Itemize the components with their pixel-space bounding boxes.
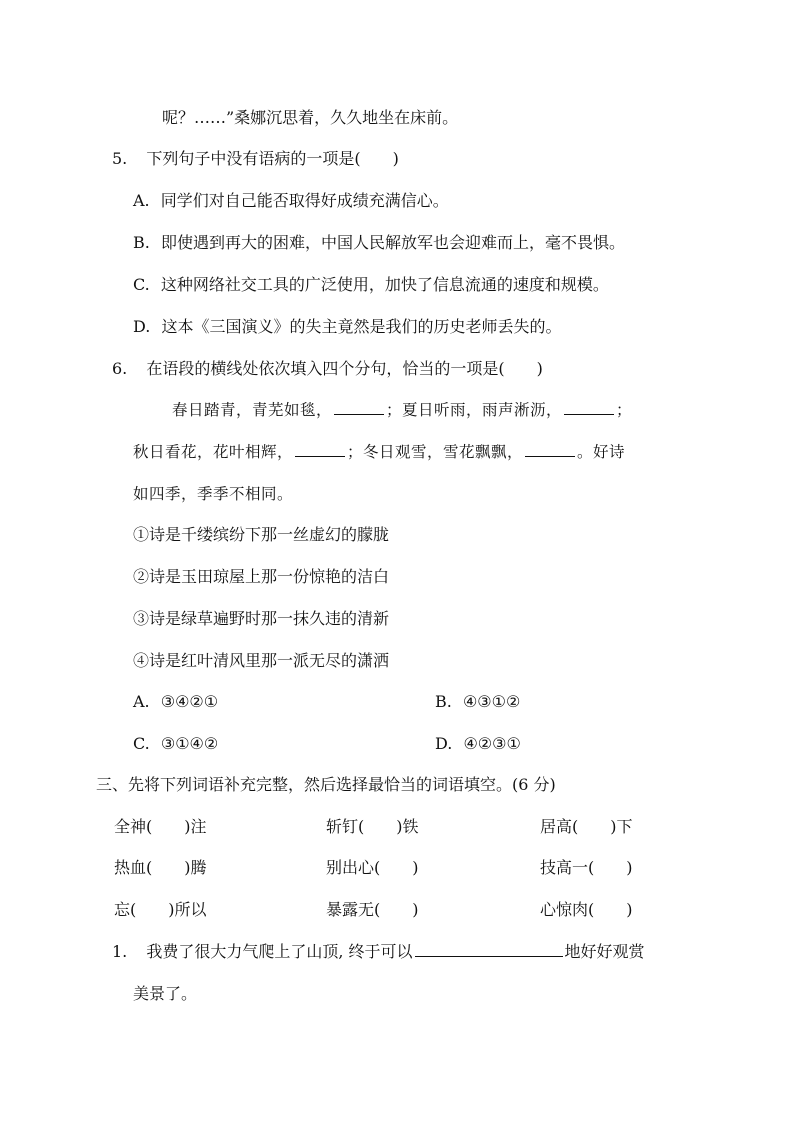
option-text: 这本《三国演义》的失主竟然是我们的历史老师丢失的。 xyxy=(161,317,562,336)
option-label: A. xyxy=(133,191,150,210)
q1-number: 1. xyxy=(112,942,128,961)
option-label: A. xyxy=(133,692,150,711)
q4-tail-line: 呢？……”桑娜沉思着，久久地坐在床前。 xyxy=(162,108,459,127)
q6-option-d xyxy=(435,733,521,755)
passage-text: ；冬日观雪，雪花飘飘， xyxy=(347,443,524,461)
word-cell: 心惊肉( ) xyxy=(540,900,633,919)
q5-number: 5. xyxy=(112,149,128,168)
section-3-q1-line-2: 美景了。 xyxy=(133,984,198,1003)
q6-stem-text: 在语段的横线处依次填入四个分句，恰当的一项是( ) xyxy=(146,359,543,378)
q5-option-b xyxy=(133,232,625,254)
fill-blank[interactable] xyxy=(415,942,563,957)
option-text: ④③①② xyxy=(462,692,521,711)
q6-item-4: ④诗是红叶清风里那一派无尽的潇洒 xyxy=(133,651,390,670)
q6-passage-line-3: 如四季，季季不相同。 xyxy=(133,485,294,503)
word-cell: 别出心( ) xyxy=(326,858,419,877)
word-cell: 斩钉( )铁 xyxy=(326,817,419,836)
option-label: B. xyxy=(133,233,150,252)
word-cell: 热血( )腾 xyxy=(114,858,207,877)
option-text: 即使遇到再大的困难，中国人民解放军也会迎难而上，毫不畏惧。 xyxy=(160,233,625,252)
passage-text: 春日踏青，青芜如毯， xyxy=(172,401,333,419)
word-cell: 忘( )所以 xyxy=(114,900,207,919)
word-cell: 居高( )下 xyxy=(540,817,633,836)
option-label: D. xyxy=(435,734,453,753)
fill-blank[interactable] xyxy=(525,442,575,457)
q6-option-c xyxy=(133,733,218,755)
fill-blank[interactable] xyxy=(564,400,614,415)
fill-blank[interactable] xyxy=(334,400,384,415)
q6-item-1: ①诗是千缕缤纷下那一丝虚幻的朦胧 xyxy=(133,525,390,544)
passage-text: 秋日看花，花叶相辉， xyxy=(133,443,294,461)
q5-stem-text: 下列句子中没有语病的一项是( ) xyxy=(146,149,399,168)
option-text: 同学们对自己能否取得好成绩充满信心。 xyxy=(160,191,449,210)
option-label: C. xyxy=(133,734,150,753)
q6-option-a xyxy=(133,691,218,713)
word-cell: 全神( )注 xyxy=(114,817,207,836)
passage-text: ； xyxy=(616,401,633,419)
q6-item-3: ③诗是绿草遍野时那一抹久违的清新 xyxy=(133,609,390,628)
option-text: ③①④② xyxy=(160,734,219,753)
word-cell: 技高一( ) xyxy=(540,858,633,877)
q6-stem xyxy=(112,358,543,380)
q5-option-d xyxy=(133,316,561,338)
q5-option-a xyxy=(133,190,449,212)
option-label: B. xyxy=(435,692,452,711)
q6-passage-line-1 xyxy=(172,399,632,421)
option-label: C. xyxy=(133,275,150,294)
option-text: ④②③① xyxy=(463,734,521,753)
word-cell: 暴露无( ) xyxy=(326,900,419,919)
section-3-heading: 三、先将下列词语补充完整，然后选择最恰当的词语填空。(6 分) xyxy=(96,775,556,794)
section-3-q1 xyxy=(112,941,645,963)
q6-item-2: ②诗是玉田琼屋上那一份惊艳的洁白 xyxy=(133,567,390,586)
option-text: ③④②① xyxy=(160,692,219,711)
option-label: D. xyxy=(133,317,151,336)
q5-option-c xyxy=(133,274,609,296)
q6-option-b xyxy=(435,691,520,713)
q1-text-before: 我费了很大力气爬上了山顶, 终于可以 xyxy=(146,942,413,961)
option-text: 这种网络社交工具的广泛使用，加快了信息流通的速度和规模。 xyxy=(160,275,609,294)
q6-number: 6. xyxy=(112,359,128,378)
passage-text: ；夏日听雨，雨声淅沥， xyxy=(386,401,563,419)
q6-passage-line-2 xyxy=(133,441,625,463)
q1-text-after: 地好好观赏 xyxy=(564,942,645,961)
fill-blank[interactable] xyxy=(295,442,345,457)
q5-stem xyxy=(112,148,399,170)
passage-text: 。好诗 xyxy=(577,443,626,461)
